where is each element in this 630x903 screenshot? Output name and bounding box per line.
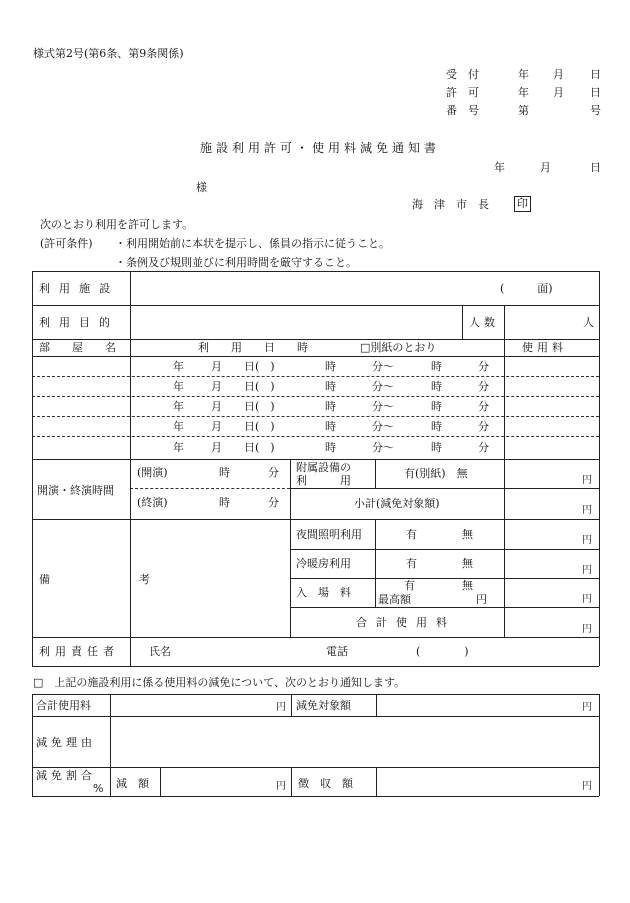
night-light-label: 夜間照明利用: [296, 528, 362, 541]
total-fee-label: 合計使用料: [356, 616, 456, 629]
admission-label: 入 場 料: [296, 586, 351, 599]
max-amount-label: 最高額: [378, 593, 411, 606]
reduction-notice: □ 上記の施設利用に係る使用料の減免について、次のとおり通知します。: [33, 676, 406, 689]
date-year: 年: [494, 161, 505, 174]
form-label: 様式第2号(第6条、第9条関係): [33, 47, 184, 60]
facility-unit: ( 面): [500, 282, 553, 295]
condition-2: ・条例及び規則並びに利用時間を厳守すること。: [115, 256, 357, 269]
total-fee-label-2: 合計使用料: [36, 699, 91, 712]
separate-sheet-checkbox[interactable]: □別紙のとおり: [360, 341, 437, 354]
conditions-label: (許可条件): [40, 237, 93, 250]
number-label: 番 号: [446, 104, 479, 117]
reduction-target-label: 減免対象額: [296, 699, 351, 712]
room-label: 部屋名: [39, 341, 138, 354]
open-label: (開演): [137, 466, 168, 479]
date-day: 日: [590, 161, 601, 174]
issuer: 海 津 市 長: [412, 198, 489, 211]
reduction-reason-label: 減免理由: [36, 736, 96, 749]
reduction-ratio-label: 減免割合: [36, 769, 96, 782]
intro-text: 次のとおり利用を許可します。: [40, 218, 194, 231]
responsible-label: 利用責任者: [39, 645, 119, 658]
document-title: 施設利用許可・使用料減免通知書: [200, 141, 441, 155]
receipt-label: 受 付: [446, 68, 479, 81]
phone-label: 電話: [326, 645, 348, 658]
collected-label: 徴 収 額: [298, 777, 353, 790]
permit-label: 許 可: [446, 86, 479, 99]
fee-label: 使用料: [522, 341, 567, 354]
close-label: (終演): [137, 496, 168, 509]
people-unit: 人: [583, 316, 594, 329]
name-label: 氏名: [149, 645, 171, 658]
openclose-label: 開演・終演時間: [37, 484, 114, 497]
seal: 印: [514, 196, 531, 212]
datetime-label: 利用日時: [198, 341, 330, 354]
remarks-label: 備 考: [39, 573, 164, 586]
subtotal-label: 小計(減免対象額): [354, 497, 440, 510]
equipment-value: 有(別紙) 無: [404, 467, 468, 480]
date-month: 月: [540, 161, 551, 174]
people-label: 人数: [469, 316, 499, 329]
reduction-amount-label: 減 額: [116, 777, 149, 790]
equipment-label: 附属設備の: [296, 461, 351, 474]
addressee-suffix: 様: [196, 181, 207, 194]
condition-1: ・利用開始前に本状を提示し、係員の指示に従うこと。: [115, 237, 390, 250]
aircon-label: 冷暖房利用: [296, 557, 351, 570]
purpose-label: 利用目的: [39, 316, 119, 329]
facility-label: 利用施設: [39, 282, 119, 295]
